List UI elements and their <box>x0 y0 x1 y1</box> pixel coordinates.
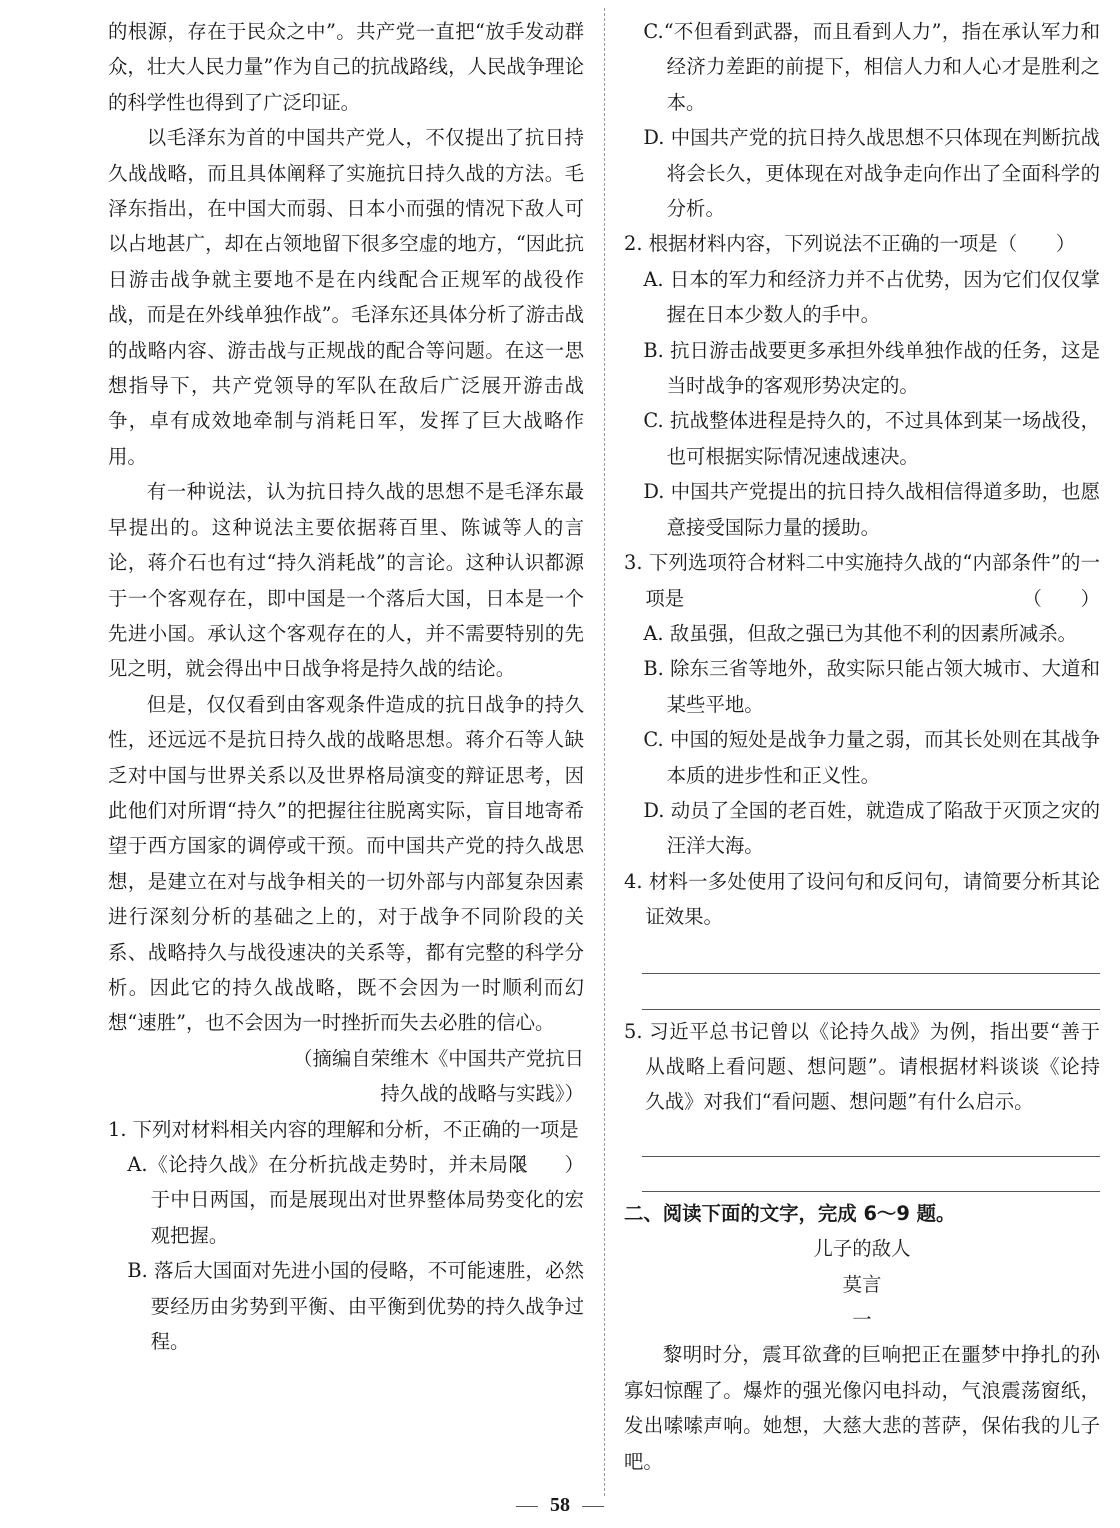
question-5: 5. 习近平总书记曾以《论持久战》为例，指出要“善于从战略上看问题、想问题”。请根据材料谈谈《论持久战》对我们“看问题、想问题”有什么启示。 <box>624 1019 1100 1114</box>
citation-line-2: 持久战的战略与实践》） <box>380 1082 584 1106</box>
option-3c: C. 中国的短处是战争力量之弱，而其长处则在其战争本质的进步性和正义性。 <box>643 728 1100 787</box>
page-number <box>0 1494 1120 1517</box>
paragraph: 但是，仅仅看到由客观条件造成的抗日战争的持久性，还远远不是抗日持久战的战略思想。蒋介石等人缺乏对中国与世界关系以及世界格局演变的辩证思考，因此他们对所谓“持久”的把握往往脱离实际，盲目地寄希望于西方国家的调停或干预。而中国共产党的持久战思想，是建立在对与战争相关的一切外部与内部复杂因素进行深刻分析的基础之上的，对于战争不同阶段的关系、战略持久与战役速决的关系等，都有完整的科学分析。因此它的持久战战略，既不会因为一时顺利而幻想“速胜”，也不会因为一时挫折而失去必胜的信心。 <box>108 692 584 1035</box>
answer-parentheses: （ ） <box>506 1153 584 1176</box>
option-2d: D. 中国共产党提出的抗日持久战相信得道多助，也愿意接受国际力量的援助。 <box>643 480 1100 539</box>
right-column <box>624 14 1100 1479</box>
option-3a: A. 敌虽强，但敌之强已为其他不利的因素所减杀。 <box>643 621 1077 645</box>
option-3b: B. 除东三省等地外，敌实际只能占领大城市、大道和某些平地。 <box>643 657 1100 716</box>
section-heading: 二、阅读下面的文字，完成 6～9 题。 <box>624 1201 956 1225</box>
question-4: 4. 材料一多处使用了设问句和反问句，请简要分析其论证效果。 <box>624 869 1100 929</box>
question-3-text: 3. 下列选项符合材料二中实施持久战的“内部条件”的一项是 <box>624 551 1100 610</box>
page-number-text: 58 <box>550 1494 570 1516</box>
question-1-text: 1. 下列对材料相关内容的理解和分析，不正确的一项是 <box>108 1117 579 1141</box>
option-2c: C. 抗战整体进程是持久的，不过具体到某一场战役，也可根据实际情况速战速决。 <box>643 409 1100 468</box>
option-1a: A.《论持久战》在分析抗战走势时，并未局限于中日两国，而是展现出对世界整体局势变化的宏观把握。 <box>127 1153 584 1247</box>
option-1d: D. 中国共产党的抗日持久战思想不只体现在判断抗战将会长久，更体现在对战争走向作出了全面科学的分析。 <box>643 126 1100 221</box>
option-2b: B. 抗日游击战要更多承担外线单独作战的任务，这是当时战争的客观形势决定的。 <box>643 338 1100 398</box>
option-1c: C.“不但看到武器，而且看到人力”，指在承认军力和经济力差距的前提下，相信人力和人心才是胜利之本。 <box>643 20 1100 114</box>
column-divider <box>604 8 605 1496</box>
answer-parentheses: （ ） <box>1022 586 1100 610</box>
story-paragraph: 黎明时分，震耳欲聋的巨响把正在噩梦中挣扎的孙寡妇惊醒了。爆炸的强光像闪电抖动，气浪震荡窗纸，发出嗦嗦声响。她想，大慈大悲的菩萨，保佑我的儿子吧。 <box>624 1343 1100 1473</box>
paragraph: 以毛泽东为首的中国共产党人，不仅提出了抗日持久战战略，而且具体阐释了实施抗日持久战的方法。毛泽东指出，在中国大而弱、日本小而强的情况下敌人可以占地甚广，却在占领地留下很多空虚的地方，“因此抗日游击战争就主要地不是在内线配合正规军的战役作战，而是在外线单独作战”。毛泽东还具体分析了游击战的战略内容、游击战与正规战的配合等问题。在这一思想指导下，共产党领导的军队在敌后广泛展开游击战争，卓有成效地牵制与消耗日军，发挥了巨大战略作用。 <box>108 126 584 468</box>
option-1b: B. 落后大国面对先进小国的侵略，不可能速胜，必然要经历由劣势到平衡、由平衡到优势的持久战争过程。 <box>127 1259 584 1354</box>
paragraph: 的根源，存在于民众之中”。共产党一直把“放手发动群众，壮大人民力量”作为自己的抗战路线，人民战争理论的科学性也得到了广泛印证。 <box>108 20 584 114</box>
option-3d: D. 动员了全国的老百姓，就造成了陷敌于灭顶之灾的汪洋大海。 <box>643 798 1100 858</box>
citation-line-1: （摘编自荣维木《中国共产党抗日 <box>293 1046 584 1070</box>
question-1 <box>108 1112 584 1176</box>
paragraph: 有一种说法，认为抗日持久战的思想不是毛泽东最早提出的。这种说法主要依据蒋百里、陈诚等人的言论，蒋介石也有过“持久消耗战”的言论。这种认识都源于一个客观存在，即中国是一个落后大国，日本是一个先进小国。承认这个客观存在的人，并不需要特别的先见之明，就会得出中日战争将是持久战的结论。 <box>108 480 584 681</box>
story-title: 儿子的敌人 <box>813 1237 911 1261</box>
question-3 <box>624 545 1100 616</box>
left-column <box>108 14 584 1359</box>
story-part-number: 一 <box>852 1308 872 1331</box>
option-2a: A. 日本的军力和经济力并不占优势，因为它们仅仅掌握在日本少数人的手中。 <box>643 267 1100 327</box>
question-2: 2. 根据材料内容，下列说法不正确的一项是（ ） <box>624 232 1076 256</box>
story-author: 莫言 <box>842 1272 882 1296</box>
